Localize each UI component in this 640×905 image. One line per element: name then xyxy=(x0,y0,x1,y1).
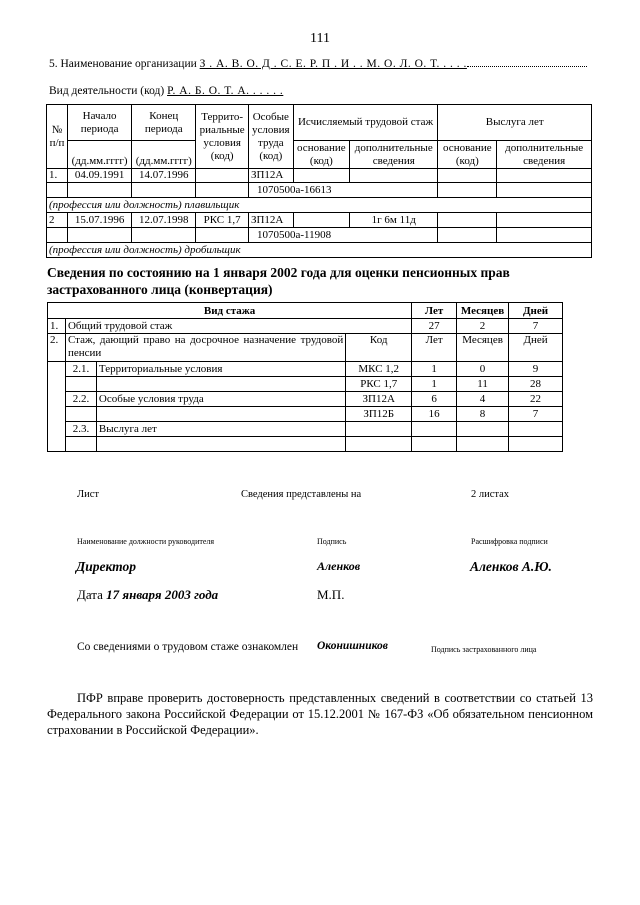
seniority-label: Выслуга лет xyxy=(96,422,345,437)
total-label: Общий трудовой стаж xyxy=(65,319,411,334)
total-days: 7 xyxy=(509,319,563,334)
disclaimer-paragraph: ПФР вправе проверить достоверность представленных сведений в соответствии со статьей 13 Федерального закона Российской Федерации от 15.12.2001 № 167-ФЗ «Об обязательном пенсионном страховании в Российской Федерации». xyxy=(47,691,593,737)
activity-value: Р. А. Б. О. Т. А. . . . . . xyxy=(167,85,284,97)
org-value: З . А. В. О. Д . С. Е. Р. П . И . . М. О. Л. О. Т. . . . . xyxy=(199,58,467,70)
ack-label: Со сведениями о трудовом стаже ознакомлен xyxy=(77,641,299,653)
date-line xyxy=(77,587,218,603)
row2-special: ЗП12А xyxy=(248,213,293,228)
header-special: Особые условия труда (код) xyxy=(248,105,293,169)
row2-end: 12.07.1998 xyxy=(132,213,196,228)
territorial-code-1: МКС 1,2 xyxy=(346,362,412,377)
territorial-label: Территориальные условия xyxy=(96,362,345,377)
special-code-2: ЗП12Б xyxy=(346,407,412,422)
org-label: 5. Наименование организации xyxy=(49,58,197,70)
early-months-header: Месяцев xyxy=(457,334,509,362)
row1-calc-basis xyxy=(293,169,349,183)
special-years-2: 16 xyxy=(412,407,457,422)
header-date-format-start: (дд.мм.гггг) xyxy=(68,141,132,169)
header-date-format-end: (дд.мм.гггг) xyxy=(132,141,196,169)
row1-code: 1070500а-16613 xyxy=(248,183,437,198)
header-start: Начало периода xyxy=(68,105,132,141)
position-caption: Наименование должности руководителя xyxy=(77,537,215,546)
header-calculated: Исчисляемый трудовой стаж xyxy=(293,105,438,141)
row1-profession: (профессия или должность) плавильщик xyxy=(47,198,592,213)
row1-special: ЗП12А xyxy=(248,169,293,183)
sheet-label: Лист xyxy=(77,489,99,500)
stamp-place: М.П. xyxy=(317,587,345,602)
header-kind: Вид стажа xyxy=(48,303,412,319)
activity-label: Вид деятельности (код) xyxy=(49,85,165,97)
page-number: 111 xyxy=(310,31,330,46)
row2-calc-extra: 1г 6м 11д xyxy=(350,213,438,228)
seniority-num: 2.3. xyxy=(65,422,96,437)
header-months: Месяцев xyxy=(457,303,509,319)
header-seniority: Выслуга лет xyxy=(438,105,592,141)
row1-calc-extra xyxy=(350,169,438,183)
total-months: 2 xyxy=(457,319,509,334)
special-days-2: 7 xyxy=(509,407,563,422)
decode-caption: Расшифровка подписи xyxy=(471,537,548,546)
date-value: 17 января 2003 года xyxy=(106,587,219,602)
insured-sign-caption: Подпись застрахованного лица xyxy=(431,645,537,654)
date-label: Дата xyxy=(77,587,103,602)
header-end: Конец периода xyxy=(132,105,196,141)
activity-line xyxy=(49,85,283,97)
territorial-code-2: РКС 1,7 xyxy=(346,377,412,392)
org-dots xyxy=(467,66,587,67)
header-extra-seniority: дополнительные сведения xyxy=(497,141,592,169)
decode-value: Аленков А.Ю. xyxy=(470,559,552,574)
position-value: Директор xyxy=(76,559,136,574)
special-code-1: ЗП12А xyxy=(346,392,412,407)
special-num: 2.2. xyxy=(65,392,96,407)
row2-territorial: РКС 1,7 xyxy=(196,213,249,228)
header-extra: дополнительные сведения xyxy=(350,141,438,169)
territorial-years-2: 1 xyxy=(412,377,457,392)
header-num: № п/п xyxy=(47,105,68,169)
sheets-count: 2 листах xyxy=(471,489,510,500)
row1-territorial xyxy=(196,169,249,183)
total-num: 1. xyxy=(48,319,66,334)
ack-signature: Оконишников xyxy=(317,640,388,652)
section-heading: Сведения по состоянию на 1 января 2002 года для оценки пенсионных прав застрахованного лица (конвертация) xyxy=(47,265,510,297)
row1-end: 14.07.1996 xyxy=(132,169,196,183)
signature-value: Аленков xyxy=(317,559,361,573)
signature-caption: Подпись xyxy=(317,537,347,546)
early-num: 2. xyxy=(48,334,66,362)
special-months-1: 4 xyxy=(457,392,509,407)
territorial-months-1: 0 xyxy=(457,362,509,377)
org-line xyxy=(49,58,587,70)
header-territorial: Террито- риальные условия (код) xyxy=(196,105,249,169)
early-label: Стаж, дающий право на досрочное назначение трудовой пенсии xyxy=(65,334,345,362)
header-years: Лет xyxy=(412,303,457,319)
submitted-label: Сведения представлены на xyxy=(241,489,362,500)
total-years: 27 xyxy=(412,319,457,334)
conversion-table xyxy=(47,302,563,452)
special-months-2: 8 xyxy=(457,407,509,422)
row2-num: 2 xyxy=(47,213,68,228)
special-label: Особые условия труда xyxy=(96,392,345,407)
special-days-1: 22 xyxy=(509,392,563,407)
row2-calc-basis xyxy=(293,213,349,228)
territorial-days-1: 9 xyxy=(509,362,563,377)
early-code-header: Код xyxy=(346,334,412,362)
row1-num: 1. xyxy=(47,169,68,183)
periods-table xyxy=(46,104,592,258)
row2-profession: (профессия или должность) дробильщик xyxy=(47,243,592,258)
row1-start: 04.09.1991 xyxy=(68,169,132,183)
header-days: Дней xyxy=(509,303,563,319)
header-basis-seniority: основание (код) xyxy=(438,141,497,169)
territorial-months-2: 11 xyxy=(457,377,509,392)
territorial-days-2: 28 xyxy=(509,377,563,392)
special-years-1: 6 xyxy=(412,392,457,407)
row2-code: 1070500а-11908 xyxy=(248,228,437,243)
territorial-years-1: 1 xyxy=(412,362,457,377)
header-basis: основание (код) xyxy=(293,141,349,169)
early-years-header: Лет xyxy=(412,334,457,362)
territorial-num: 2.1. xyxy=(65,362,96,377)
early-days-header: Дней xyxy=(509,334,563,362)
row2-start: 15.07.1996 xyxy=(68,213,132,228)
